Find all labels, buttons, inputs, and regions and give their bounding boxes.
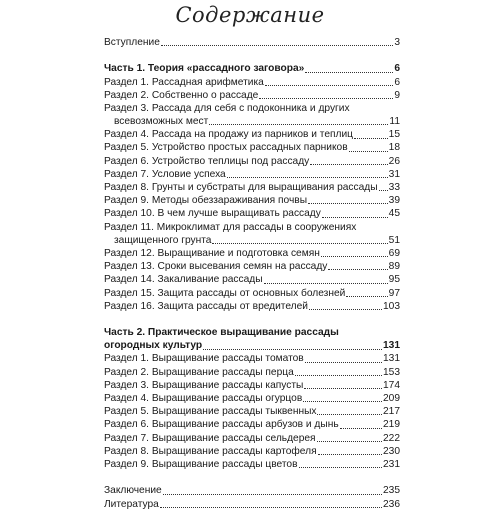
dot-leader (203, 349, 382, 350)
toc-entry-label: Раздел 4. Рассада на продажу из парников и теплиц (104, 129, 354, 141)
dot-leader (317, 441, 382, 442)
toc-entry-label: Раздел 1. Выращивание рассады томатов (104, 353, 304, 365)
part-1-sections (104, 76, 400, 313)
toc-entry-page: 153 (383, 366, 400, 378)
toc-entry-page: 235 (383, 485, 400, 497)
toc-entry-label: Раздел 5. Устройство простых рассадных парников (104, 142, 348, 154)
toc-entry-label: Раздел 6. Устройство теплицы под рассаду (104, 155, 310, 167)
toc-part-2-line2[interactable] (104, 339, 400, 352)
toc-entry-intro[interactable] (104, 36, 400, 49)
toc-entry-label: Литература (104, 498, 159, 510)
toc-entry-page: 219 (383, 419, 400, 431)
table-of-contents (104, 36, 400, 511)
toc-entry-label: Раздел 8. Выращивание рассады картофеля (104, 445, 317, 457)
toc-entry[interactable] (104, 247, 400, 260)
part-2-sections (104, 353, 400, 472)
dot-leader (160, 507, 382, 508)
dot-leader (349, 151, 388, 152)
toc-entry[interactable] (104, 366, 400, 379)
dot-leader (328, 269, 387, 270)
toc-entry-label: Раздел 4. Выращивание рассады огурцов (104, 393, 303, 405)
toc-entry-page: 15 (388, 129, 400, 141)
toc-entry[interactable] (104, 260, 400, 273)
toc-entry[interactable] (104, 287, 400, 300)
toc-part-label: Часть 1. Теория «рассадного заговора» (104, 63, 305, 75)
toc-entry-page: 6 (394, 76, 400, 88)
toc-entry-conclusion[interactable] (104, 484, 400, 497)
dot-leader (309, 309, 382, 310)
toc-entry-line1[interactable] (104, 102, 400, 115)
toc-entry-label: Раздел 9. Методы обеззараживания почвы (104, 195, 308, 207)
toc-entry[interactable] (104, 168, 400, 181)
toc-entry[interactable] (104, 155, 400, 168)
dot-leader (346, 296, 387, 297)
toc-entry[interactable] (104, 207, 400, 220)
toc-entry-page: 97 (388, 287, 400, 299)
toc-entry-label-cont: защищенного грунта (114, 234, 212, 246)
toc-entry-page: 45 (388, 208, 400, 220)
toc-entry-label: Раздел 2. Выращивание рассады перца (104, 366, 294, 378)
toc-entry[interactable] (104, 405, 400, 418)
toc-entry[interactable] (104, 445, 400, 458)
toc-entry-page: 230 (383, 445, 400, 457)
toc-entry-page: 95 (388, 274, 400, 286)
dot-leader (265, 85, 394, 86)
spacer (104, 471, 400, 484)
toc-entry[interactable] (104, 142, 400, 155)
toc-entry-page: 217 (383, 406, 400, 418)
toc-entry-page: 9 (394, 89, 400, 101)
toc-entry-page: 11 (389, 116, 400, 128)
dot-leader (212, 243, 387, 244)
toc-entry-label: Раздел 9. Выращивание рассады цветов (104, 458, 298, 470)
dot-leader (209, 124, 388, 125)
dot-leader (305, 72, 393, 73)
toc-entry-page: 209 (383, 393, 400, 405)
toc-entry-page: 33 (388, 182, 400, 194)
spacer (104, 49, 400, 62)
toc-entry-label: Раздел 3. Рассада для себя с подоконника и других (104, 102, 350, 114)
dot-leader (305, 362, 382, 363)
toc-entry-label: Раздел 5. Выращивание рассады тыквенных (104, 406, 317, 418)
toc-entry-page: 131 (383, 353, 400, 365)
dot-leader (317, 414, 382, 415)
toc-entry-page: 51 (388, 234, 400, 246)
dot-leader (321, 256, 388, 257)
dot-leader (299, 467, 383, 468)
toc-part-page: 6 (394, 63, 400, 75)
dot-leader (295, 375, 382, 376)
dot-leader (310, 164, 387, 165)
dot-leader (163, 494, 382, 495)
toc-entry-page: 236 (383, 498, 400, 510)
toc-entry-label: Раздел 7. Условие успеха (104, 168, 226, 180)
toc-entry[interactable] (104, 379, 400, 392)
toc-entry-label: Раздел 8. Грунты и субстраты для выращивания рассады (104, 182, 378, 194)
toc-entry[interactable] (104, 194, 400, 207)
dot-leader (161, 45, 393, 46)
toc-entry[interactable] (104, 392, 400, 405)
toc-entry-page: 18 (388, 142, 400, 154)
toc-entry-page: 31 (388, 168, 400, 180)
toc-entry[interactable] (104, 300, 400, 313)
toc-entry-label: Раздел 16. Защита рассады от вредителей (104, 300, 308, 312)
toc-entry-label: Раздел 15. Защита рассады от основных болезней (104, 287, 346, 299)
toc-entry-page: 39 (388, 195, 400, 207)
toc-part-label-cont: огородных культур (104, 340, 203, 352)
toc-entry[interactable] (104, 458, 400, 471)
toc-entry-label: Раздел 7. Выращивание рассады сельдерея (104, 432, 316, 444)
toc-entry[interactable] (104, 76, 400, 89)
dot-leader (340, 428, 382, 429)
page-title: Содержание (175, 3, 325, 27)
dot-leader (318, 454, 382, 455)
toc-entry[interactable] (104, 418, 400, 431)
toc-entry-label: Раздел 2. Собственно о рассаде (104, 89, 259, 101)
toc-entry-label-cont: всевозможных мест (114, 116, 209, 128)
toc-entry-page: 89 (388, 261, 400, 273)
toc-part-1[interactable] (104, 62, 400, 75)
dot-leader (354, 138, 388, 139)
toc-entry[interactable] (104, 128, 400, 141)
toc-entry-label: Заключение (104, 485, 162, 497)
dot-leader (259, 98, 393, 99)
toc-entry-label: Раздел 6. Выращивание рассады арбузов и дынь (104, 419, 339, 431)
toc-entry-page: 69 (388, 247, 400, 259)
toc-entry-page: 26 (388, 155, 400, 167)
toc-entry-label: Вступление (104, 36, 160, 48)
toc-part-page: 131 (383, 340, 400, 352)
toc-entry-page: 231 (383, 458, 400, 470)
toc-entry-line2[interactable] (104, 115, 400, 128)
dot-leader (322, 217, 388, 218)
toc-entry-page: 222 (383, 432, 400, 444)
toc-entry-page: 174 (383, 379, 400, 391)
dot-leader (304, 388, 382, 389)
toc-entry-label: Раздел 13. Сроки высевания семян на рассаду (104, 261, 328, 273)
toc-part-2-line1[interactable] (104, 326, 400, 339)
toc-entry-label: Раздел 11. Микроклимат для рассады в сооружениях (104, 221, 357, 233)
spacer (104, 313, 400, 326)
toc-entry-label: Раздел 3. Выращивание рассады капусты (104, 379, 304, 391)
toc-part-label: Часть 2. Практическое выращивание рассады (104, 327, 339, 339)
toc-entry-label: Раздел 14. Закаливание рассады (104, 274, 263, 286)
toc-entry-label: Раздел 10. В чем лучше выращивать рассаду (104, 208, 321, 220)
toc-entry[interactable] (104, 353, 400, 366)
dot-leader (264, 283, 388, 284)
toc-entry[interactable] (104, 432, 400, 445)
dot-leader (379, 190, 388, 191)
toc-entry-page: 103 (383, 300, 400, 312)
dot-leader (227, 177, 388, 178)
toc-entry-label: Раздел 1. Рассадная арифметика (104, 76, 264, 88)
toc-entry-page: 3 (394, 36, 400, 48)
toc-entry-line1[interactable] (104, 221, 400, 234)
dot-leader (303, 401, 382, 402)
toc-entry[interactable] (104, 89, 400, 102)
toc-entry[interactable] (104, 273, 400, 286)
dot-leader (308, 203, 388, 204)
toc-entry-label: Раздел 12. Выращивание и подготовка семян (104, 247, 320, 259)
toc-entry-line2[interactable] (104, 234, 400, 247)
toc-entry[interactable] (104, 181, 400, 194)
